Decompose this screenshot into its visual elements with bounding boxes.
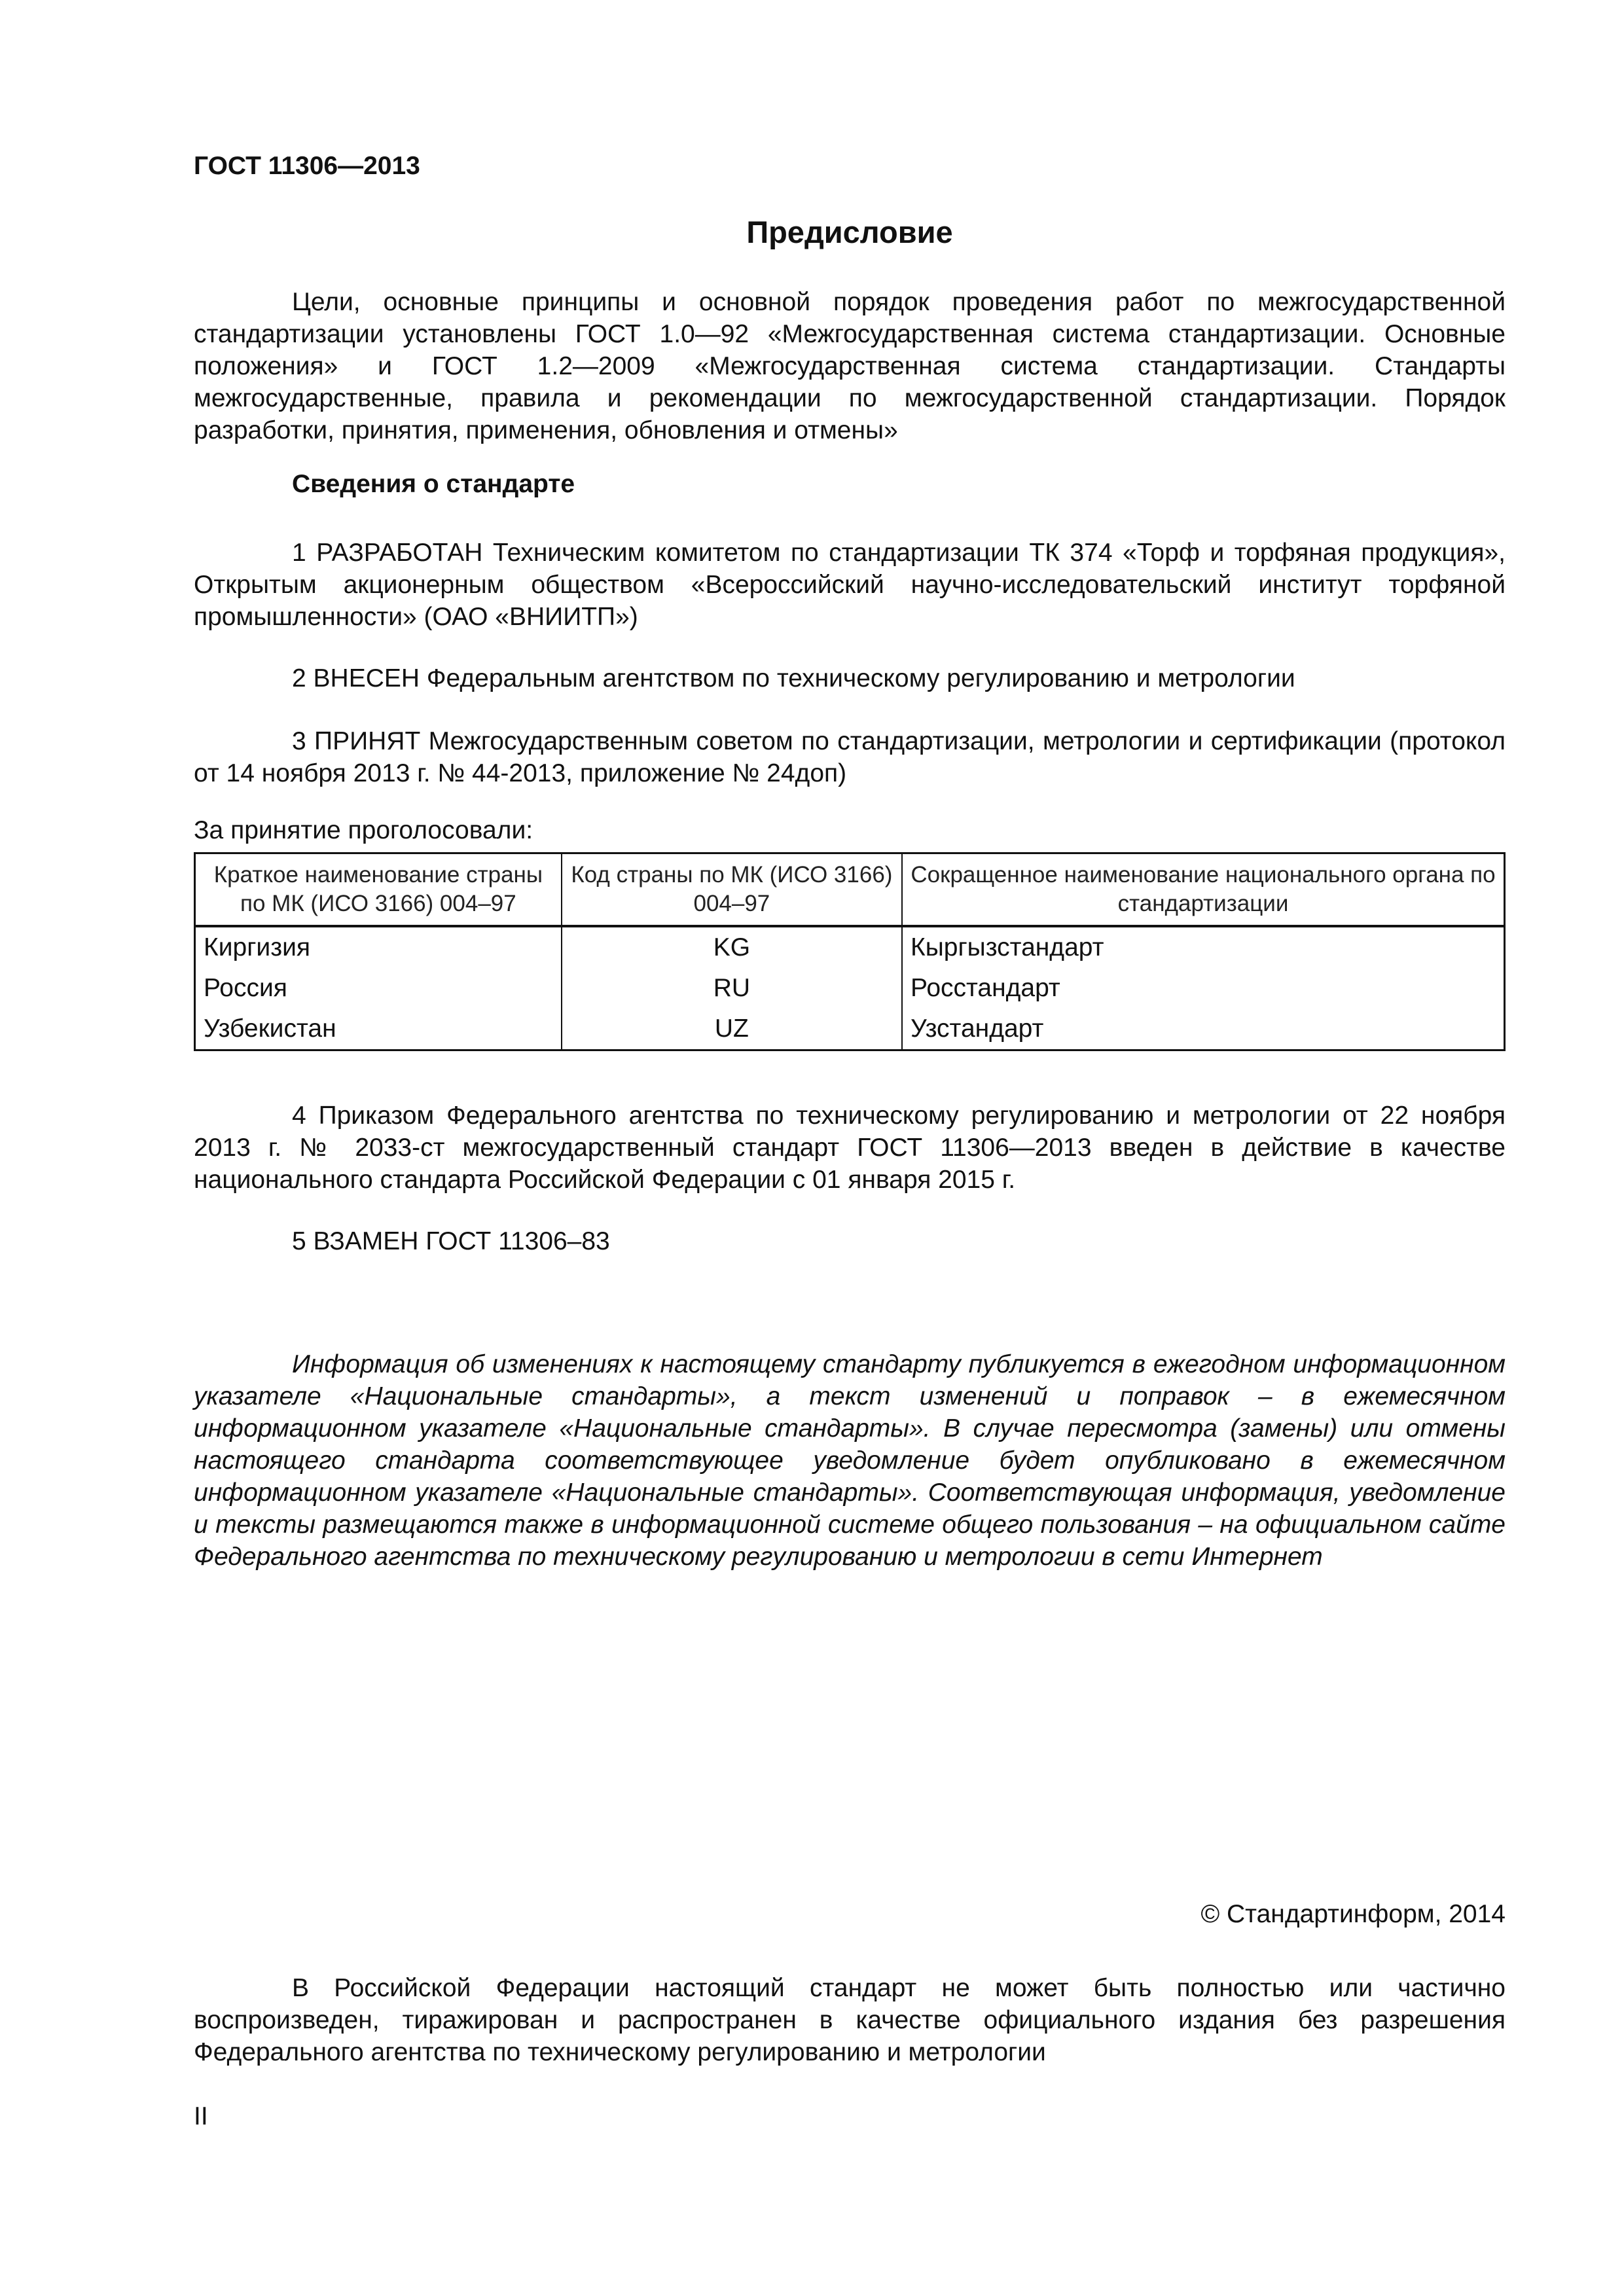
item-5-paragraph: 5 ВЗАМЕН ГОСТ 11306–83	[292, 1227, 610, 1255]
copyright-line: © Стандартинформ, 2014	[1200, 1900, 1506, 1928]
table-row	[195, 1009, 1505, 1050]
table-cell-code: KG	[562, 926, 902, 968]
page-title: Предисловие	[746, 215, 953, 249]
item-1-paragraph: 1 РАЗРАБОТАН Техническим комитетом по стандартизации ТК 374 «Торф и торфяная продукция», Открытым акционерным обществом «Всероссийский научно-исследовательский институт торфяной промышленности» (ОАО «ВНИИТП»)	[194, 539, 1506, 631]
section-subtitle: Сведения о стандарте	[292, 470, 575, 498]
table-cell-code: UZ	[562, 1009, 902, 1050]
item-4-paragraph: 4 Приказом Федерального агентства по техническому регулированию и метрологии от 22 ноября 2013 г. № 2033-ст межгосударственный стандарт ГОСТ 11306—2013 введен в действие в качестве национального стандарта Российской Федерации с 01 января 2015 г.	[194, 1102, 1506, 1194]
intro-paragraph: Цели, основные принципы и основной порядок проведения работ по межгосударственной стандартизации установлены ГОСТ 1.0—92 «Межгосударственная система стандартизации. Основные положения» и ГОСТ 1.2—2009 «Межгосударственная система стандартизации. Стандарты межгосударственные, правила и рекомендации по межгосударственной стандартизации. Порядок разработки, принятия, применения, обновления и отмены»	[194, 288, 1506, 444]
document-page	[194, 0, 1506, 2296]
table-cell-code: RU	[562, 968, 902, 1009]
table-cell-country: Киргизия	[195, 926, 562, 968]
page-number: II	[194, 2102, 208, 2130]
table-cell-agency: Кыргызстандарт	[902, 926, 1504, 968]
table-header-agency: Сокращенное наименование национального органа по стандартизации	[902, 853, 1504, 927]
table-cell-agency: Узстандарт	[902, 1009, 1504, 1050]
table-cell-country: Узбекистан	[195, 1009, 562, 1050]
info-notice-paragraph: Информация об изменениях к настоящему стандарту публикуется в ежегодном информационном указателе «Национальные стандарты», а текст изменений и поправок – в ежемесячном информационном указателе «Национальные стандарты». В случае пересмотра (замены) или отмены настоящего стандарта соответствующее уведомление будет опубликовано в ежемесячном информационном указателе «Национальные стандарты». Соответствующая информация, уведомление и тексты размещаются также в информационной системе общего пользования – на официальном сайте Федерального агентства по техническому регулированию и метрологии в сети Интернет	[194, 1350, 1506, 1571]
table-cell-agency: Росстандарт	[902, 968, 1504, 1009]
table-header-code: Код страны по МК (ИСО 3166) 004–97	[562, 853, 902, 927]
item-2-paragraph: 2 ВНЕСЕН Федеральным агентством по техническому регулированию и метрологии	[292, 664, 1295, 692]
table-row	[195, 968, 1505, 1009]
table-header-country: Краткое наименование страны по МК (ИСО 3166) 004–97	[195, 853, 562, 927]
table-cell-country: Россия	[195, 968, 562, 1009]
table-row	[195, 926, 1505, 968]
legal-notice-paragraph: В Российской Федерации настоящий стандарт не может быть полностью или частично воспроизведен, тиражирован и распространен в качестве официального издания без разрешения Федерального агентства по техническому регулированию и метрологии	[194, 1974, 1506, 2066]
vote-table	[194, 852, 1506, 1051]
vote-label: За принятие проголосовали:	[194, 816, 533, 844]
document-id-header: ГОСТ 11306—2013	[194, 152, 420, 180]
item-3-paragraph: 3 ПРИНЯТ Межгосударственным советом по стандартизации, метрологии и сертификации (протокол от 14 ноября 2013 г. № 44-2013, приложение № 24доп)	[194, 727, 1506, 787]
